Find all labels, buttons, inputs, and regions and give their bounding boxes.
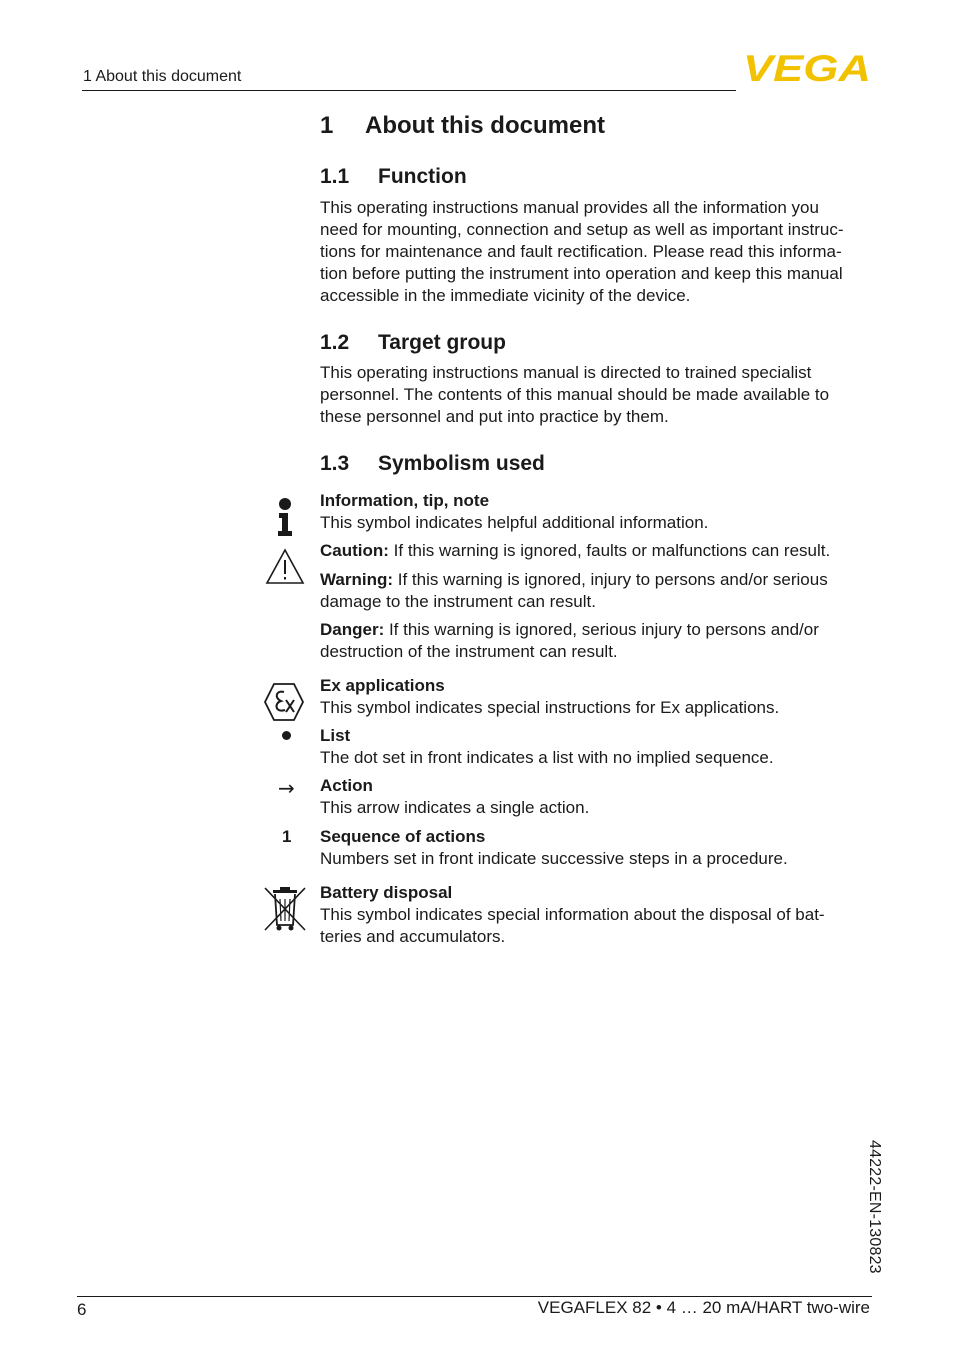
info-text: This symbol indicates helpful additional information. [320, 513, 709, 532]
danger-text: If this warning is ignored, serious injury to persons and/or [384, 620, 819, 639]
danger-label: Danger: [320, 620, 385, 639]
section-number: 1 [320, 112, 334, 139]
battery-text: This symbol indicates special information about the disposal of bat- [320, 905, 825, 924]
action-text: This arrow indicates a single action. [320, 798, 590, 817]
info-entry [320, 490, 876, 534]
list-title: List [320, 726, 351, 745]
battery-text-line2: teries and accumulators. [320, 927, 506, 946]
ex-title: Ex applications [320, 676, 445, 695]
action-title: Action [320, 776, 373, 795]
arrow-right-icon: → [278, 776, 295, 800]
subsection-title-text: Function [378, 165, 467, 188]
sequence-number-symbol: 1 [282, 827, 292, 846]
action-entry [320, 775, 876, 819]
battery-entry [320, 882, 876, 948]
sequence-entry [320, 826, 876, 870]
warning-entry [320, 569, 876, 613]
warning-label: Warning: [320, 570, 394, 589]
subsection-title-text: Symbolism used [378, 452, 545, 475]
function-paragraph [320, 197, 876, 307]
list-entry [320, 725, 876, 769]
subsection-title-symbolism [320, 452, 545, 476]
paragraph-line: these personnel and put into practice by them. [320, 407, 669, 426]
ex-entry [320, 675, 876, 719]
footer-rule [77, 1296, 872, 1297]
paragraph-line: tions for maintenance and fault rectification. Please read this informa- [320, 242, 842, 261]
danger-text-line2: destruction of the instrument can result. [320, 642, 618, 661]
subsection-title-text: Target group [378, 331, 506, 354]
list-text: The dot set in front indicates a list with no implied sequence. [320, 748, 774, 767]
crossed-bin-icon [262, 885, 308, 933]
warning-triangle-icon [265, 548, 305, 586]
target-group-paragraph [320, 362, 876, 428]
caution-text: If this warning is ignored, faults or malfunctions can result. [388, 541, 831, 560]
subsection-title-function [320, 165, 467, 189]
paragraph-line: need for mounting, connection and setup as well as important instruc- [320, 220, 844, 239]
subsection-number: 1.3 [320, 452, 350, 475]
warning-text-line2: damage to the instrument can result. [320, 592, 596, 611]
subsection-number: 1.2 [320, 331, 350, 354]
section-title [320, 112, 605, 140]
warning-text: If this warning is ignored, injury to persons and/or serious [393, 570, 828, 589]
paragraph-line: This operating instructions manual is directed to trained specialist [320, 363, 812, 382]
sequence-title: Sequence of actions [320, 827, 486, 846]
paragraph-line: This operating instructions manual provides all the information you [320, 198, 819, 217]
danger-entry [320, 619, 876, 663]
paragraph-line: tion before putting the instrument into operation and keep this manual [320, 264, 843, 283]
sequence-text: Numbers set in front indicate successive steps in a procedure. [320, 849, 788, 868]
paragraph-line: accessible in the immediate vicinity of the device. [320, 286, 691, 305]
caution-entry [320, 540, 876, 562]
page-number: 6 [77, 1300, 87, 1319]
running-head: 1 About this document [83, 68, 242, 85]
document-code: 44222-EN-130823 [866, 1140, 883, 1274]
battery-title: Battery disposal [320, 883, 453, 902]
bullet-dot-icon [282, 731, 291, 740]
info-icon [274, 497, 296, 537]
subsection-title-target-group [320, 331, 506, 355]
header-rule [82, 90, 736, 91]
vega-logo-text: VEGA [743, 52, 871, 84]
paragraph-line: personnel. The contents of this manual should be made available to [320, 385, 830, 404]
footer-title: VEGAFLEX 82 • 4 … 20 mA/HART two-wire [537, 1298, 870, 1317]
section-title-text: About this document [365, 112, 605, 139]
ex-hexagon-icon [263, 682, 305, 722]
subsection-number: 1.1 [320, 165, 350, 188]
caution-label: Caution: [320, 541, 389, 560]
ex-text: This symbol indicates special instructions for Ex applications. [320, 698, 780, 717]
vega-logo [742, 52, 872, 84]
info-title: Information, tip, note [320, 491, 490, 510]
